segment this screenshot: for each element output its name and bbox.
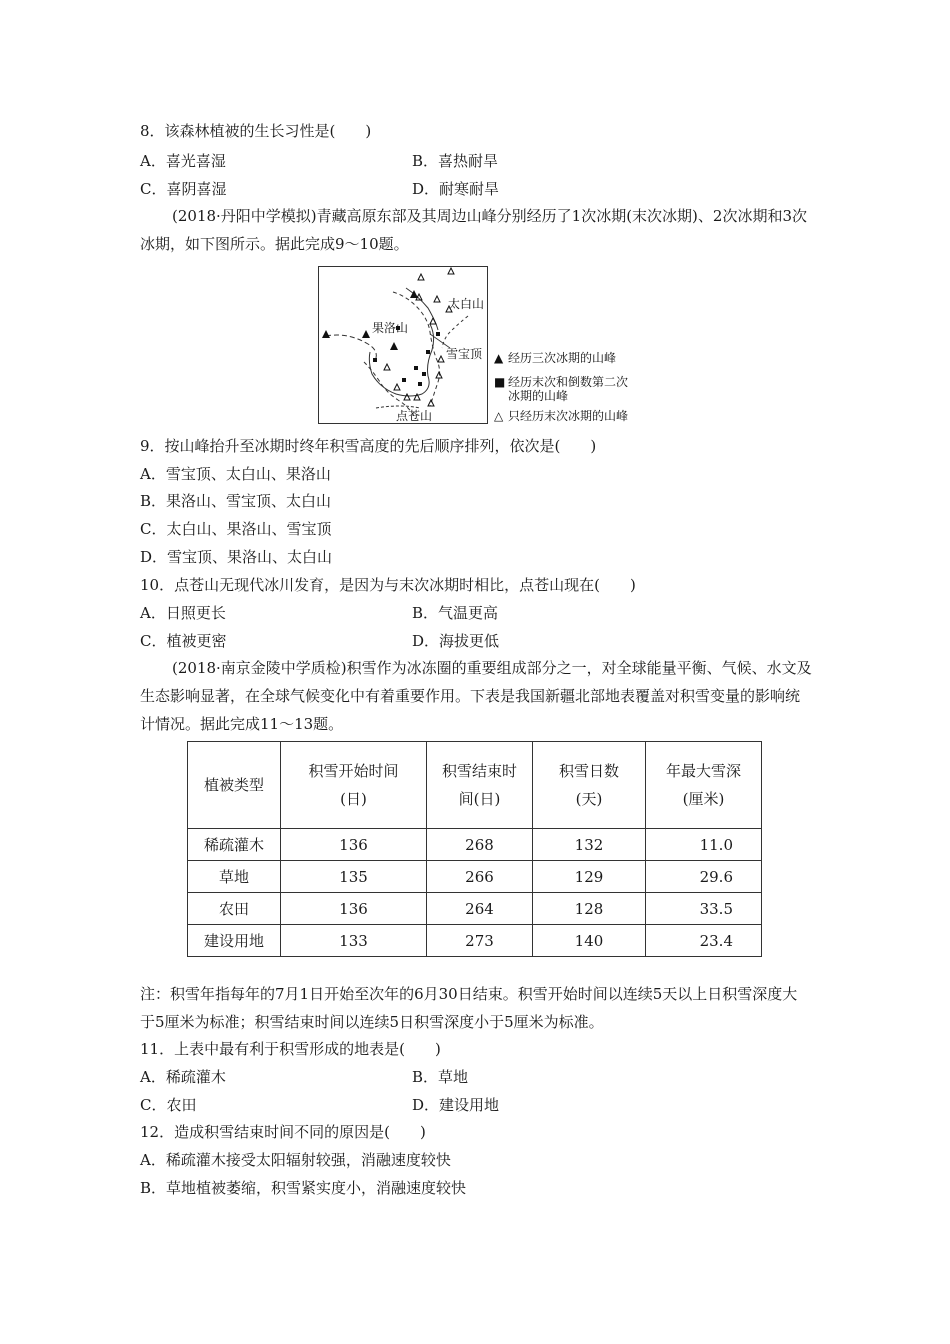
table-header-row: [188, 742, 762, 829]
table-cell: 266: [427, 861, 533, 893]
question-10-option-d: D．海拔更低: [412, 632, 500, 650]
question-12-option-b: B．草地植被萎缩，积雪紧实度小，消融速度较快: [140, 1179, 467, 1197]
question-9-option-d: D．雪宝顶、果洛山、太白山: [140, 548, 333, 566]
two-glaciation-peak-icon: [436, 332, 440, 336]
table-cell: 23.4: [646, 925, 762, 957]
two-glaciation-peak-icon: [422, 372, 426, 376]
last-glaciation-peak-icon: [438, 356, 444, 362]
label-taibai: 太白山: [448, 297, 485, 311]
last-glaciation-peak-icon: [384, 364, 390, 370]
question-11-option-a: A．稀疏灌木: [140, 1068, 226, 1086]
three-glaciation-peak-icon: [362, 330, 370, 338]
boundary-line: [376, 406, 420, 408]
table-cell: 133: [281, 925, 427, 957]
table-header-cell: 植被类型: [188, 742, 281, 829]
snow-statistics-table: [187, 741, 762, 957]
table-row: [188, 861, 762, 893]
question-8-option-b: B．喜热耐旱: [412, 152, 499, 170]
label-guoluo: 果洛山: [372, 321, 409, 335]
label-diancang: 点苍山: [396, 409, 433, 423]
table-cell: 草地: [188, 861, 281, 893]
legend-text-two-cont: 冰期的山峰: [508, 389, 569, 403]
two-glaciation-peak-icon: [402, 378, 406, 382]
table-cell: 136: [281, 893, 427, 925]
three-glaciation-peak-icon: [322, 330, 330, 338]
question-8-option-d: D．耐寒耐旱: [412, 180, 500, 198]
legend-symbol-open-triangle: △: [494, 409, 504, 423]
three-glaciation-peak-icon: [390, 342, 398, 350]
two-glaciation-peak-icon: [418, 382, 422, 386]
question-10-stem: 10．点苍山无现代冰川发育，是因为与末次冰期时相比，点苍山现在( ): [140, 576, 636, 594]
last-glaciation-peak-icon: [448, 268, 454, 274]
table-cell: 135: [281, 861, 427, 893]
question-11-option-c: C．农田: [140, 1096, 197, 1114]
question-11-option-d: D．建设用地: [412, 1096, 500, 1114]
table-cell: 132: [533, 829, 646, 861]
question-9-option-b: B．果洛山、雪宝顶、太白山: [140, 492, 332, 510]
question-10-option-a: A．日照更长: [140, 604, 226, 622]
question-9-option-c: C．太白山、果洛山、雪宝顶: [140, 520, 332, 538]
table-cell: 264: [427, 893, 533, 925]
legend-text-one: 只经历末次冰期的山峰: [508, 409, 629, 423]
table-cell: 11.0: [646, 829, 762, 861]
table-cell: 33.5: [646, 893, 762, 925]
legend-text-three: 经历三次冰期的山峰: [508, 351, 617, 365]
table-header-cell: 积雪开始时间 (日): [281, 742, 427, 829]
question-12-stem: 12．造成积雪结束时间不同的原因是( ): [140, 1123, 426, 1141]
question-11-stem: 11．上表中最有利于积雪形成的地表是( ): [140, 1040, 441, 1058]
question-8-stem: 8．该森林植被的生长习性是( ): [140, 122, 372, 140]
intro-paragraph-9-10: (2018·丹阳中学模拟)青藏高原东部及其周边山峰分别经历了1次冰期(末次冰期)、2次冰期和3次冰期，如下图所示。据此完成9～10题。: [140, 207, 807, 253]
table-cell: 140: [533, 925, 646, 957]
table-cell: 129: [533, 861, 646, 893]
map-frame: [319, 267, 488, 424]
two-glaciation-peak-icon: [373, 358, 377, 362]
question-9-option-a: A．雪宝顶、太白山、果洛山: [140, 465, 331, 483]
question-9-stem: 9．按山峰抬升至冰期时终年积雪高度的先后顺序排列，依次是( ): [140, 437, 597, 455]
question-11-option-b: B．草地: [412, 1068, 469, 1086]
boundary-line: [326, 335, 376, 358]
table-header-cell: 年最大雪深 (厘米): [646, 742, 762, 829]
table-cell: 268: [427, 829, 533, 861]
question-10-option-b: B．气温更高: [412, 604, 499, 622]
last-glaciation-peak-icon: [394, 384, 400, 390]
glacier-peak-map: [318, 266, 658, 426]
last-glaciation-peak-icon: [404, 394, 410, 400]
table-cell: 农田: [188, 893, 281, 925]
intro-paragraph-11-13: (2018·南京金陵中学质检)积雪作为冰冻圈的重要组成部分之一，对全球能量平衡、气候、水文及生态影响显著，在全球气候变化中有着重要作用。下表是我国新疆北部地表覆盖对积雪变量的影响统计情况。据此完成11～13题。: [140, 659, 812, 733]
table-cell: 273: [427, 925, 533, 957]
table-cell: 128: [533, 893, 646, 925]
last-glaciation-peak-icon: [418, 274, 424, 280]
last-glaciation-peak-icon: [434, 296, 440, 302]
table-row: [188, 829, 762, 861]
table-row: [188, 925, 762, 957]
legend-text-two: 经历末次和倒数第二次: [508, 375, 629, 389]
question-12-option-a: A．稀疏灌木接受太阳辐射较强，消融速度较快: [140, 1151, 451, 1169]
table-cell: 136: [281, 829, 427, 861]
table-row: [188, 893, 762, 925]
legend-symbol-filled-triangle: ▲: [494, 351, 504, 365]
question-8-option-a: A．喜光喜湿: [140, 152, 226, 170]
two-glaciation-peak-icon: [414, 366, 418, 370]
boundary-line: [442, 316, 468, 348]
table-cell: 29.6: [646, 861, 762, 893]
two-glaciation-peak-icon: [426, 350, 430, 354]
label-xuebao: 雪宝顶: [446, 347, 483, 361]
table-note: 注：积雪年指每年的7月1日开始至次年的6月30日结束。积雪开始时间以连续5天以上日积雪深度大于5厘米为标准；积雪结束时间以连续5日积雪深度小于5厘米为标准。: [140, 985, 798, 1031]
question-8-option-c: C．喜阴喜湿: [140, 180, 227, 198]
table-header-cell: 积雪结束时 间(日): [427, 742, 533, 829]
table-cell: 建设用地: [188, 925, 281, 957]
legend-symbol-square: ■: [494, 375, 506, 389]
last-glaciation-peak-icon: [428, 400, 434, 406]
table-header-cell: 积雪日数 (天): [533, 742, 646, 829]
question-10-option-c: C．植被更密: [140, 632, 227, 650]
table-cell: 稀疏灌木: [188, 829, 281, 861]
